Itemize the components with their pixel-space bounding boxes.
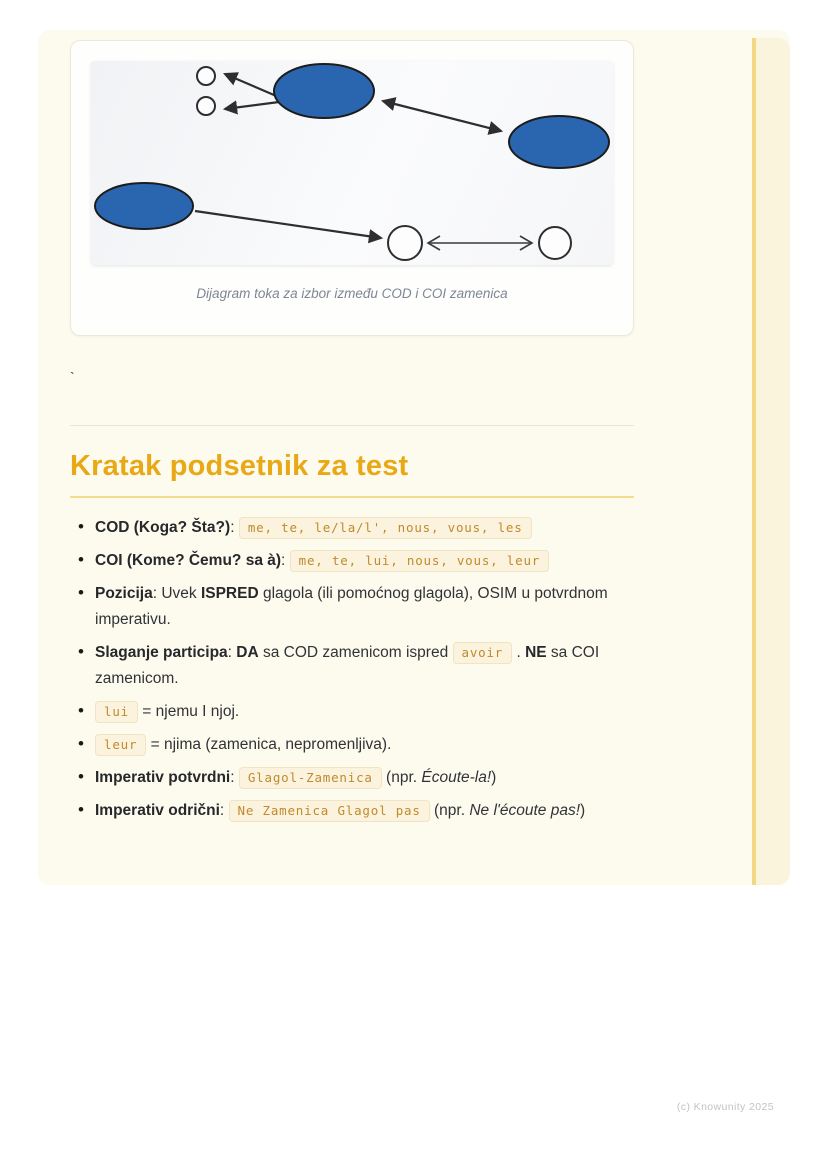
list-item-text: COI (Kome? Čemu? sa à): [95, 552, 282, 569]
flow-diagram-svg: [91, 61, 613, 265]
section-heading: Kratak podsetnik za test: [70, 449, 634, 498]
inline-code-chip: Ne Zamenica Glagol pas: [229, 800, 430, 822]
list-item-text: .: [512, 644, 526, 661]
list-item: [95, 581, 634, 633]
list-item-text: :: [230, 769, 239, 786]
list-item-text: :: [281, 552, 290, 569]
list-item: [95, 640, 634, 692]
list-item-text: :: [219, 802, 229, 819]
list-item-text: Imperativ potvrdni: [95, 769, 231, 786]
stray-backtick: `: [70, 369, 75, 385]
list-item-text: Slaganje participa: [95, 644, 228, 661]
flow-diagram-image: [91, 61, 613, 265]
inline-code-chip: me, te, le/la/l', nous, vous, les: [239, 517, 532, 539]
small-circle: [197, 97, 215, 115]
bottom-circle: [539, 227, 571, 259]
list-item-text: sa COI zamenicom.: [95, 644, 600, 687]
list-item: [95, 732, 634, 758]
blue-ellipse: [274, 64, 374, 118]
arrow: [225, 74, 281, 98]
list-item-text: :: [227, 644, 237, 661]
list-item-text: glagola (ili pomoćnog glagola), OSIM u potvrdnom imperativu.: [95, 585, 608, 628]
list-item-text: = njemu I njoj.: [137, 703, 240, 720]
inline-code-chip: Glagol-Zamenica: [239, 767, 382, 789]
figure-card: [70, 40, 634, 336]
list-item-text: Écoute-la!: [421, 769, 492, 786]
list-item-text: Ne l'écoute pas!: [469, 802, 581, 819]
inline-code-chip: me, te, lui, nous, vous, leur: [290, 550, 549, 572]
list-item-text: :: [230, 519, 239, 536]
inline-code-chip: avoir: [453, 642, 513, 664]
double-arrow: [383, 101, 501, 131]
list-item-text: COD (Koga? Šta?): [95, 519, 231, 536]
list-item-text: DA: [236, 644, 259, 661]
list-item: [95, 765, 634, 791]
list-item-text: ): [580, 802, 586, 819]
list-item: [95, 699, 634, 725]
list-item-text: NE: [525, 644, 547, 661]
list-item-text: sa COD zamenicom ispred: [258, 644, 453, 661]
inline-code-chip: lui: [95, 701, 138, 723]
blue-ellipse: [95, 183, 193, 229]
list-item-text: Imperativ odrični: [95, 802, 220, 819]
list-item: [95, 515, 634, 541]
list-item-text: : Uvek: [152, 585, 201, 602]
copyright-footer: (c) Knowunity 2025: [676, 1101, 774, 1113]
right-accent-bar: [752, 38, 790, 885]
list-item-text: ): [491, 769, 497, 786]
list-item-text: Pozicija: [95, 585, 153, 602]
list-item-text: ISPRED: [200, 585, 259, 602]
arrow: [195, 211, 381, 238]
list-item-text: (npr.: [429, 802, 470, 819]
blue-ellipse: [509, 116, 609, 168]
inline-code-chip: leur: [95, 734, 146, 756]
list-item-text: (npr.: [381, 769, 422, 786]
small-circle: [197, 67, 215, 85]
figure-caption: Dijagram toka za izbor između COD i COI zamenica: [196, 286, 508, 301]
list-item: [95, 798, 634, 824]
list-item: [95, 548, 634, 574]
divider: [70, 425, 634, 426]
summary-list: [70, 515, 634, 824]
arrow: [225, 102, 279, 109]
bottom-circle: [388, 226, 422, 260]
list-item-text: = njima (zamenica, nepromenljiva).: [146, 736, 392, 753]
note-content: [70, 30, 634, 831]
note-panel: [38, 30, 790, 885]
